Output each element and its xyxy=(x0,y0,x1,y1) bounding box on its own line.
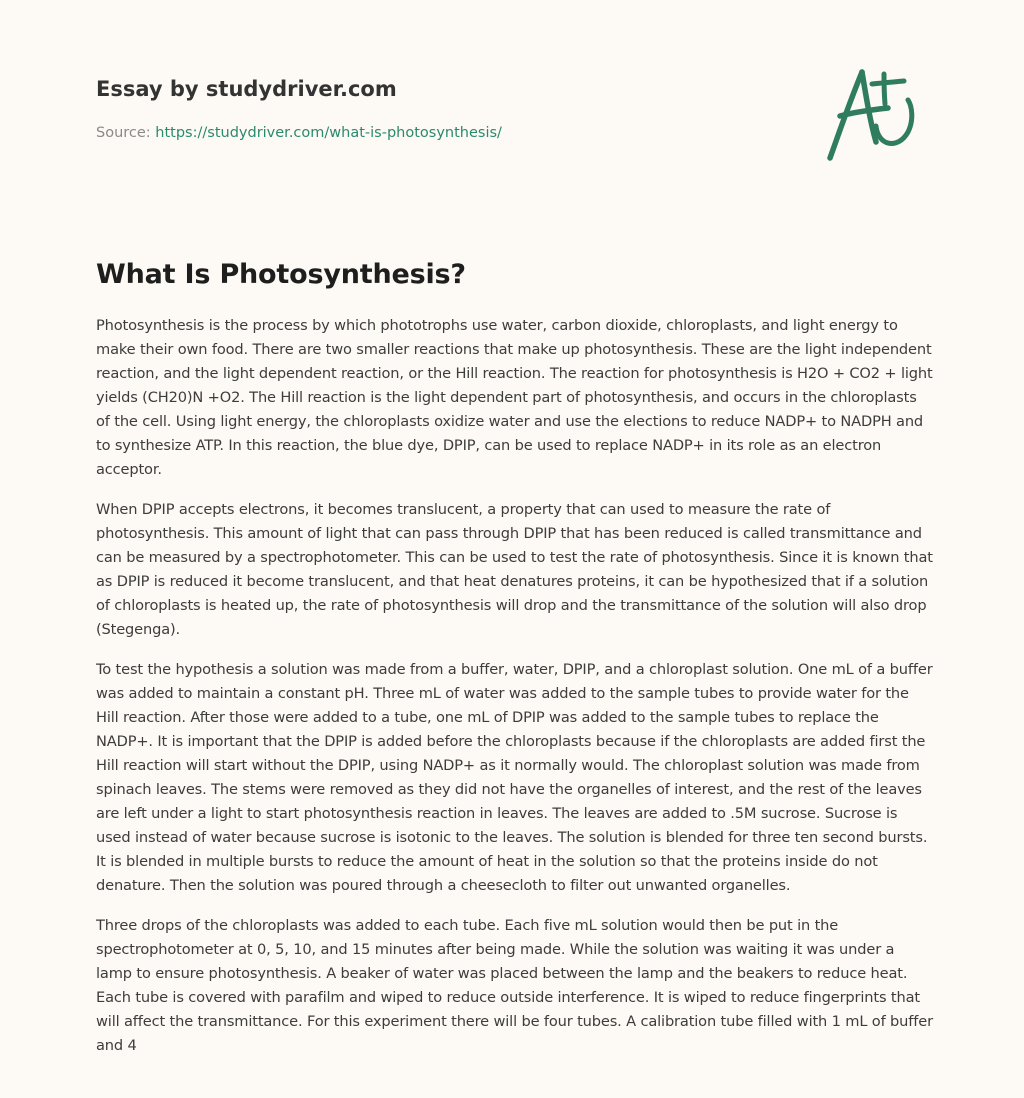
essay-body xyxy=(96,314,934,1074)
essay-header xyxy=(96,74,796,143)
a-plus-grade-icon xyxy=(818,66,930,166)
brand-title: Essay by studydriver.com xyxy=(96,77,397,101)
paragraph: To test the hypothesis a solution was made from a buffer, water, DPIP, and a chloroplast solution. One mL of a buffer was added to maintain a constant pH. Three mL of water was added to the sample tubes to provide water for the Hill reaction. After those were added to a tube, one mL of DPIP was added to the sample tubes to replace the NADP+. It is important that the DPIP is added before the chloroplasts because if the chloroplasts are added first the Hill reaction will start without the DPIP, using NADP+ as it normally would. The chloroplast solution was made from spinach leaves. The stems were removed as they did not have the organelles of interest, and the rest of the leaves are left under a light to start photosynthesis reaction in leaves. The leaves are added to .5M sucrose. Sucrose is used instead of water because sucrose is isotonic to the leaves. The solution is blended for three ten second bursts. It is blended in multiple bursts to reduce the amount of heat in the solution so that the proteins inside do not denature. Then the solution was poured through a cheesecloth to filter out unwanted organelles. xyxy=(96,661,933,894)
paragraph: When DPIP accepts electrons, it becomes translucent, a property that can used to measure the rate of photosynthesis. This amount of light that can pass through DPIP that has been reduced is called transmittance and can be measured by a spectrophotometer. This can be used to test the rate of photosynthesis. Since it is known that as DPIP is reduced it become translucent, and that heat denatures proteins, it can be hypothesized that if a solution of chloroplasts is heated up, the rate of photosynthesis will drop and the transmittance of the solution will also drop (Stegenga). xyxy=(96,501,933,638)
page-title: What Is Photosynthesis? xyxy=(96,259,466,290)
source-line xyxy=(96,123,796,143)
source-label: Source: xyxy=(96,125,151,141)
source-link[interactable]: https://studydriver.com/what-is-photosynthesis/ xyxy=(155,125,502,141)
paragraph: Photosynthesis is the process by which phototrophs use water, carbon dioxide, chloroplasts, and light energy to make their own food. There are two smaller reactions that make up photosynthesis. These are the light independent reaction, and the light dependent reaction, or the Hill reaction. The reaction for photosynthesis is H2O + CO2 + light yields (CH20)N +O2. The Hill reaction is the light dependent part of photosynthesis, and occurs in the chloroplasts of the cell. Using light energy, the chloroplasts oxidize water and use the elections to reduce NADP+ to NADPH and to synthesize ATP. In this reaction, the blue dye, DPIP, can be used to replace NADP+ in its role as an electron acceptor. xyxy=(96,317,933,478)
paragraph: Three drops of the chloroplasts was added to each tube. Each five mL solution would then be put in the spectrophotometer at 0, 5, 10, and 15 minutes after being made. While the solution was waiting it was under a lamp to ensure photosynthesis. A beaker of water was placed between the lamp and the beakers to reduce heat. Each tube is covered with parafilm and wiped to reduce outside interference. It is wiped to reduce fingerprints that will affect the transmittance. For this experiment there will be four tubes. A calibration tube filled with 1 mL of buffer and 4 xyxy=(96,917,933,1054)
